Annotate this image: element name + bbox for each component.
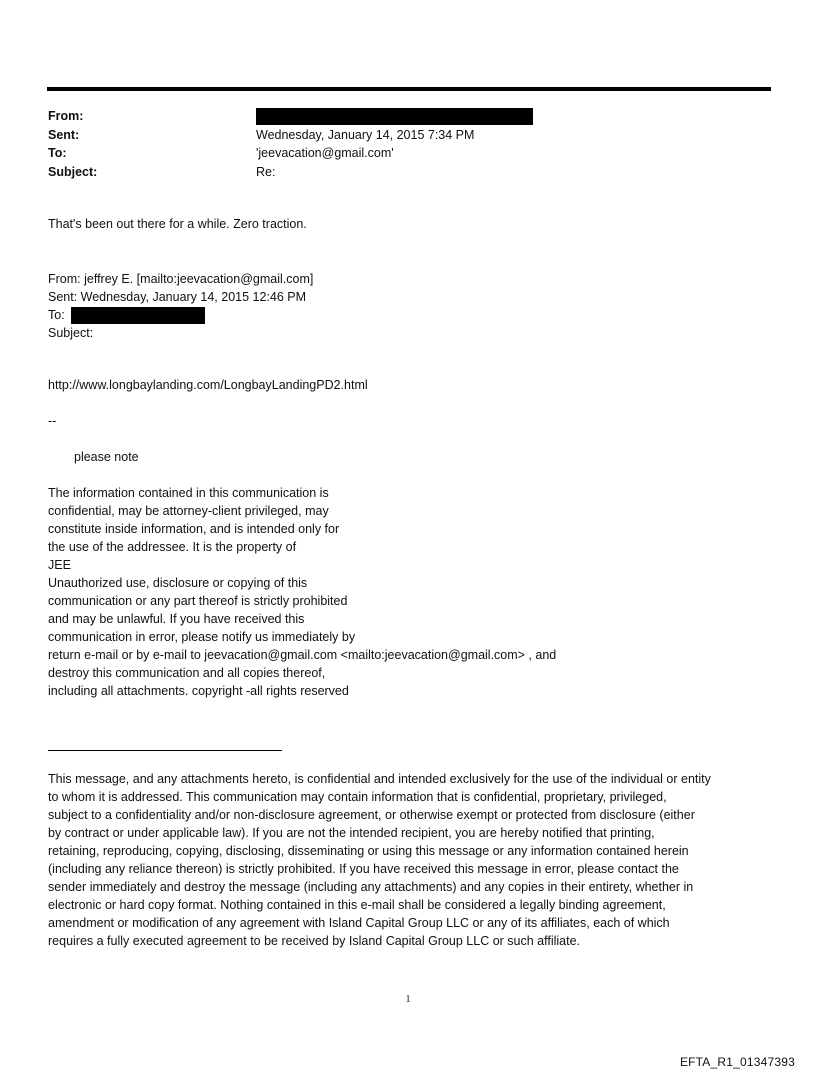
notice-line: destroy this communication and all copies thereof, [48, 666, 326, 680]
notice-line: confidential, may be attorney-client privileged, may [48, 504, 329, 518]
subject-value: Re: [256, 164, 276, 179]
sent-label: Sent: [48, 127, 80, 142]
sent-value: Wednesday, January 14, 2015 7:34 PM [256, 127, 475, 142]
notice-line: return e-mail or by e-mail to jeevacation@gmail.com <mailto:jeevacation@gmail.com> , and [48, 648, 557, 662]
header-rule [47, 87, 771, 91]
notice-line: Unauthorized use, disclosure or copying of this [48, 576, 308, 590]
disclaimer-line: subject to a confidentiality and/or non-disclosure agreement, or otherwise exempt or protected from disclosure (either [48, 808, 695, 822]
confidentiality-notice [48, 484, 556, 700]
notice-line: JEE [48, 558, 71, 572]
please-note: please note [74, 450, 139, 464]
quoted-to-label: To: [48, 308, 65, 322]
email-header [48, 107, 772, 181]
disclaimer-line: This message, and any attachments hereto, is confidential and intended exclusively for the use of the individual or entity [48, 772, 711, 786]
document-id: EFTA_R1_01347393 [679, 1055, 795, 1069]
disclaimer-line: to whom it is addressed. This communication may contain information that is confidential, proprietary, privileged, [48, 790, 667, 804]
from-label: From: [48, 109, 84, 123]
disclaimer-line: amendment or modification of any agreement with Island Capital Group LLC or any of its affiliates, each of which [48, 916, 670, 930]
disclaimer-line: electronic or hard copy format. Nothing contained in this e-mail shall be considered a legally binding agreement, [48, 898, 666, 912]
disclaimer-line: (including any reliance thereon) is strictly prohibited. If you have received this message in error, please contact the [48, 862, 679, 876]
subject-label: Subject: [48, 164, 98, 179]
notice-line: communication or any part thereof is strictly prohibited [48, 594, 348, 608]
notice-line: including all attachments. copyright -all rights reserved [48, 684, 349, 698]
page-number: 1 [405, 994, 411, 1005]
legal-disclaimer [48, 770, 772, 950]
to-value: 'jeevacation@gmail.com' [256, 146, 394, 160]
notice-line: The information contained in this communication is [48, 486, 329, 500]
notice-line: constitute inside information, and is intended only for [48, 522, 340, 536]
disclaimer-line: retaining, reproducing, copying, disclosing, disseminating or using this message or any information contained herein [48, 844, 689, 858]
disclaimer-line: by contract or under applicable law). If you are not the intended recipient, you are hereby notified that printing, [48, 826, 655, 840]
reply-body: That's been out there for a while. Zero traction. [48, 217, 307, 231]
quoted-subject: Subject: [48, 326, 94, 340]
from-value-redacted [256, 107, 533, 126]
disclaimer-line: requires a fully executed agreement to be received by Island Capital Group LLC or such affiliate. [48, 934, 581, 948]
notice-line: the use of the addressee. It is the property of [48, 540, 297, 554]
disclaimer-line: sender immediately and destroy the message (including any attachments) and any copies in their entirety, whether in [48, 880, 694, 894]
quoted-from: From: jeffrey E. [mailto:jeevacation@gmail.com] [48, 272, 314, 286]
notice-line: communication in error, please notify us immediately by [48, 630, 356, 644]
quoted-to-redacted [71, 307, 205, 324]
quoted-sent: Sent: Wednesday, January 14, 2015 12:46 PM [48, 290, 307, 304]
quoted-to [48, 306, 205, 324]
footer-divider [48, 750, 282, 751]
signature-separator: -- [48, 414, 57, 428]
to-label: To: [48, 146, 67, 160]
notice-line: and may be unlawful. If you have received this [48, 612, 305, 626]
quoted-url: http://www.longbaylanding.com/LongbayLandingPD2.html [48, 378, 368, 392]
